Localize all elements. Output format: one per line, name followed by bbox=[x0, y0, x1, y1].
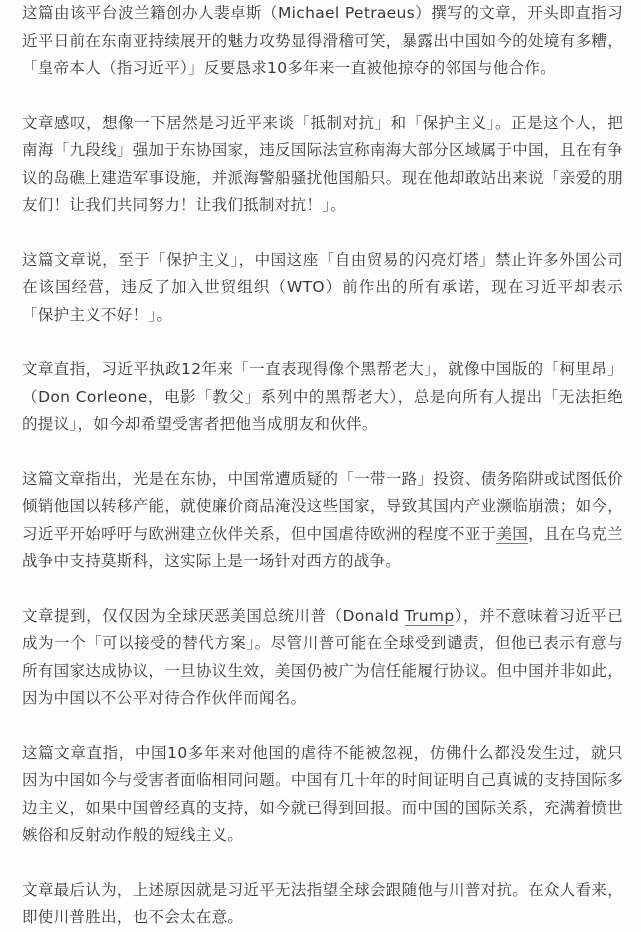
tag-link-trump[interactable]: Trump bbox=[404, 606, 455, 625]
tag-link-usa[interactable]: 美国 bbox=[496, 524, 529, 543]
paragraph-text: ），并不意味着习近平已成为一个「可以接受的替代方案」。尽管川普可能在全球受到谴责，但他已表示有意与所有国家达成协议，一旦协议生效，美国仍被广为信任能履行协议。但中国并非如此，因为中国以不公平对待合作伙伴而闻名。 bbox=[22, 606, 623, 707]
paragraph-text: 文章提到，仅仅因为全球厌恶美国总统川普（Donald bbox=[22, 606, 405, 625]
paragraph-text: 文章感叹，想像一下居然是习近平来谈「抵制对抗」和「保护主义」。正是这个人，把南海「九段线」强加于东协国家，违反国际法宣称南海大部分区域属于中国，且在有争议的岛礁上建造军事设施，并派海警船骚扰他国船只。现在他却敢站出来说「亲爱的朋友们！让我们共同努力！让我们抵制对抗！」。 bbox=[22, 113, 623, 214]
paragraph-4 bbox=[22, 356, 623, 439]
paragraph-3 bbox=[22, 247, 623, 330]
paragraph-5 bbox=[22, 466, 623, 576]
paragraph-text: 这篇文章指出，光是在东协，中国常遭质疑的「一带一路」投资、债务陷阱或试图低价倾销他国以转移产能，就使廉价商品淹没这些国家，导致其国内产业濒临崩溃；如今，习近平开始呼吁与欧洲建立伙伴关系，但中国虐待欧洲的程度不亚于 bbox=[22, 469, 623, 543]
paragraph-text: 这篇文章说，至于「保护主义」，中国这座「自由贸易的闪亮灯塔」禁止许多外国公司在该国经营，违反了加入世贸组织（WTO）前作出的所有承诺，现在习近平却表示「保护主义不好！」。 bbox=[22, 250, 623, 324]
paragraph-text: 这篇文章直指，中国10多年来对他国的虐待不能被忽视，仿佛什么都没发生过，就只因为中国如今与受害者面临相同问题。中国有几十年的时间证明自己真诚的支持国际多边主义，如果中国曾经真的支持，如今就已得到回报。而中国的国际关系，充满着愤世嫉俗和反射动作般的短线主义。 bbox=[22, 743, 623, 844]
paragraph-text: 文章直指，习近平执政12年来「一直表现得像个黑帮老大」，就像中国版的「柯里昂」（Don Corleone，电影「教父」系列中的黑帮老大），总是向所有人提出「无法拒绝的提议」，如今却希望受害者把他当成朋友和伙伴。 bbox=[22, 360, 623, 433]
paragraph-6 bbox=[22, 603, 623, 713]
paragraph-text: 这篇由该平台波兰籍创办人裴卓斯（Michael Petraeus）撰写的文章，开头即直指习近平日前在东南亚持续展开的魅力攻势显得滑稽可笑，暴露出中国如今的处境有多糟，「皇帝本人（指习近平）」反要恳求10多年来一直被他掠夺的邻国与他合作。 bbox=[22, 4, 623, 77]
paragraph-text: 文章最后认为，上述原因就是习近平无法指望全球会跟随他与川普对抗。在众人看来，即使川普胜出，也不会太在意。 bbox=[22, 880, 623, 926]
paragraph-7 bbox=[22, 740, 623, 850]
paragraph-8 bbox=[22, 877, 623, 932]
paragraph-2 bbox=[22, 110, 623, 220]
paragraph-1 bbox=[22, 0, 623, 83]
paragraph-text: ，且在乌克兰战争中支持莫斯科，这实际上是一场针对西方的战争。 bbox=[22, 524, 623, 570]
